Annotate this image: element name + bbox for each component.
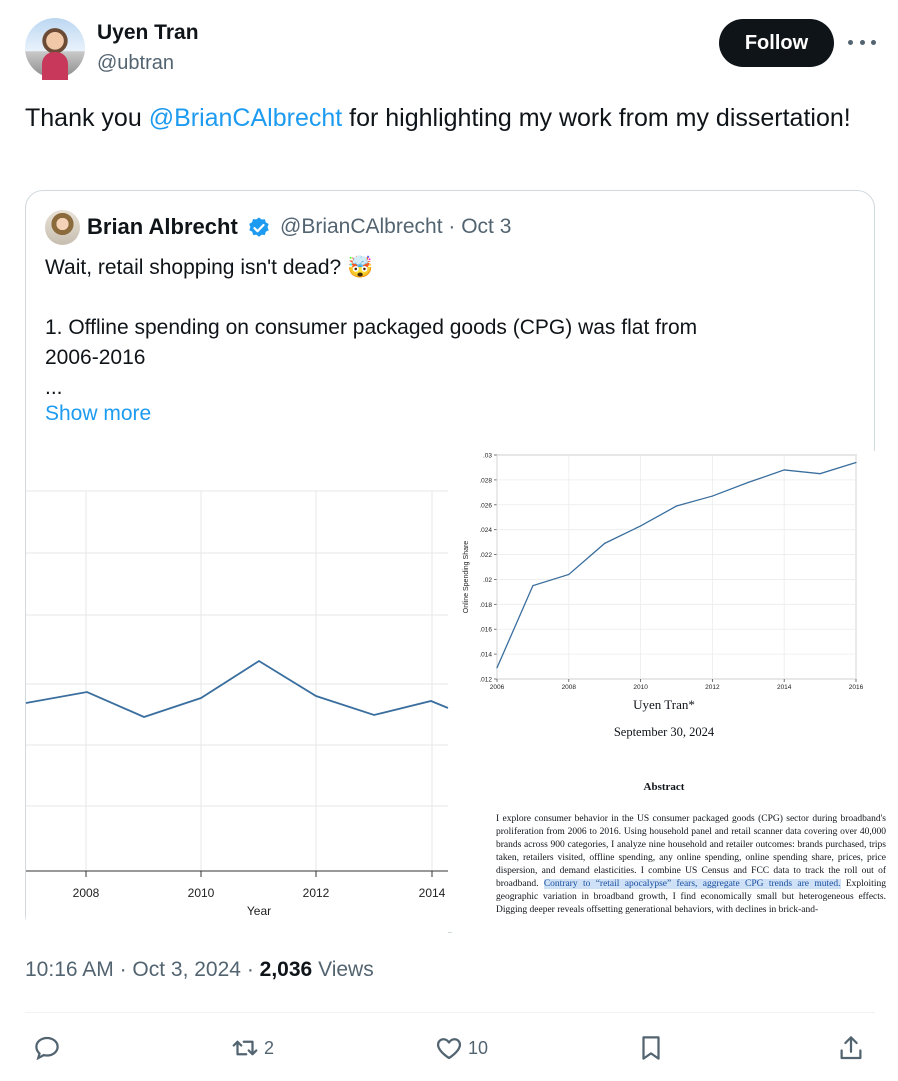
data-point bbox=[604, 543, 605, 544]
data-point bbox=[784, 469, 785, 470]
data-point bbox=[568, 574, 569, 575]
divider bbox=[25, 1012, 875, 1013]
x-tick-label: 2006 bbox=[489, 684, 505, 691]
x-tick-label: 2016 bbox=[848, 684, 864, 691]
abstract-text-end: Exploiting geographic variation in broadband growth, I find economically small but heterogeneous effects. Digging deeper reveals offsetting generational behaviors, with declines in brick-and- bbox=[496, 879, 886, 915]
tweet-text-suffix: for highlighting my work from my dissertation! bbox=[342, 104, 851, 132]
y-tick-label: .012 bbox=[479, 676, 492, 684]
plot-frame bbox=[497, 455, 856, 679]
share-icon bbox=[836, 1033, 866, 1063]
mention-link[interactable]: @BrianCAlbrecht bbox=[148, 104, 343, 132]
x-tick-label: 2008 bbox=[561, 684, 577, 691]
left-chart-image[interactable] bbox=[26, 451, 448, 933]
y-tick-label: .028 bbox=[479, 477, 492, 485]
tweet-text bbox=[25, 100, 865, 137]
repost-icon bbox=[230, 1033, 260, 1063]
paper-image[interactable] bbox=[452, 451, 886, 933]
like-button[interactable] bbox=[434, 1026, 488, 1070]
reply-icon bbox=[32, 1033, 62, 1063]
y-tick-label: .02 bbox=[482, 576, 492, 584]
reply-button[interactable] bbox=[32, 1026, 62, 1070]
time[interactable]: 10:16 AM bbox=[25, 958, 114, 981]
repost-count: 2 bbox=[264, 1037, 275, 1058]
left-xtick: 2010 bbox=[187, 886, 215, 900]
abstract-text bbox=[496, 813, 886, 917]
tweet-timestamp: 10:16 AM · Oct 3, 2024 · 2,036 Views bbox=[25, 958, 374, 981]
y-tick-label: .03 bbox=[482, 452, 492, 460]
author-name[interactable]: Uyen Tran bbox=[97, 21, 199, 44]
y-tick-label: .026 bbox=[479, 502, 492, 510]
bookmark-icon bbox=[636, 1033, 666, 1063]
quote-avatar[interactable] bbox=[45, 210, 80, 245]
data-point bbox=[640, 525, 641, 526]
show-more-link[interactable]: Show more bbox=[45, 402, 152, 425]
y-tick-label: .014 bbox=[479, 651, 492, 659]
quoted-tweet[interactable] bbox=[25, 190, 886, 933]
data-point bbox=[676, 505, 677, 506]
data-point bbox=[748, 482, 749, 483]
quote-author-name[interactable]: Brian Albrecht bbox=[87, 214, 238, 239]
heart-icon bbox=[434, 1033, 464, 1063]
verified-badge-icon bbox=[247, 216, 271, 240]
repost-button[interactable] bbox=[230, 1026, 274, 1070]
bookmark-button[interactable] bbox=[636, 1026, 666, 1070]
action-bar bbox=[0, 1026, 898, 1070]
author-handle[interactable]: @ubtran bbox=[97, 52, 175, 74]
abstract-title: Abstract bbox=[643, 781, 685, 793]
y-axis-label: Online Spending Share bbox=[463, 540, 470, 614]
x-tick-label: 2012 bbox=[705, 684, 720, 691]
data-point bbox=[820, 473, 821, 474]
paper-author: Uyen Tran* bbox=[633, 697, 695, 712]
online-share-chart bbox=[452, 451, 876, 691]
left-chart-line bbox=[26, 661, 448, 717]
left-chart-svg bbox=[26, 451, 448, 933]
date[interactable]: Oct 3, 2024 bbox=[132, 958, 241, 981]
like-count: 10 bbox=[468, 1037, 489, 1058]
left-xlabel: Year bbox=[246, 904, 272, 918]
y-tick-label: .024 bbox=[479, 527, 492, 535]
paper-date: September 30, 2024 bbox=[613, 725, 715, 739]
data-point bbox=[532, 585, 533, 586]
tweet-text-prefix: Thank you bbox=[25, 104, 149, 132]
y-tick-label: .022 bbox=[479, 552, 492, 560]
quote-text: Wait, retail shopping isn't dead? 🤯 1. Offline spending on consumer packaged goods (CPG) was flat from 2006-2016 ... bbox=[45, 256, 698, 399]
quote-meta: @BrianCAlbrecht · Oct 3 bbox=[280, 215, 512, 238]
abstract-text-start: I explore consumer behavior in the US consumer packaged goods (CPG) sector during broadband's proliferation from 2006 to 2016. Using household panel and retail scanner data covering over 40,000 brands across 900 categories, I analyze nine household and retailer outcomes: brands purchased, trips taken, retailers visited, offline spending, any online spending, online spending share, prices, price dispersion, and demand elasticities. I combine US Census and FCC data to track the roll out of broadband. bbox=[496, 814, 886, 889]
left-xtick: 2012 bbox=[302, 886, 330, 900]
y-tick-label: .016 bbox=[479, 626, 492, 634]
more-options-icon[interactable] bbox=[848, 30, 876, 54]
y-tick-label: .018 bbox=[479, 601, 492, 609]
data-point bbox=[712, 495, 713, 496]
follow-button[interactable]: Follow bbox=[719, 19, 834, 67]
online-share-line bbox=[497, 462, 856, 667]
left-xtick: 2014 bbox=[418, 886, 446, 900]
share-button[interactable] bbox=[836, 1026, 866, 1070]
data-point bbox=[855, 462, 856, 463]
x-tick-label: 2010 bbox=[633, 684, 648, 691]
left-xtick: 2008 bbox=[72, 886, 100, 900]
author-avatar[interactable] bbox=[25, 18, 85, 78]
views-count: 2,036 bbox=[259, 958, 313, 981]
views-label: Views bbox=[318, 958, 374, 981]
abstract-highlight: Contrary to “retail apocalypse” fears, aggregate CPG trends are muted. bbox=[543, 879, 841, 889]
x-tick-label: 2014 bbox=[776, 684, 792, 691]
data-point bbox=[496, 667, 497, 668]
